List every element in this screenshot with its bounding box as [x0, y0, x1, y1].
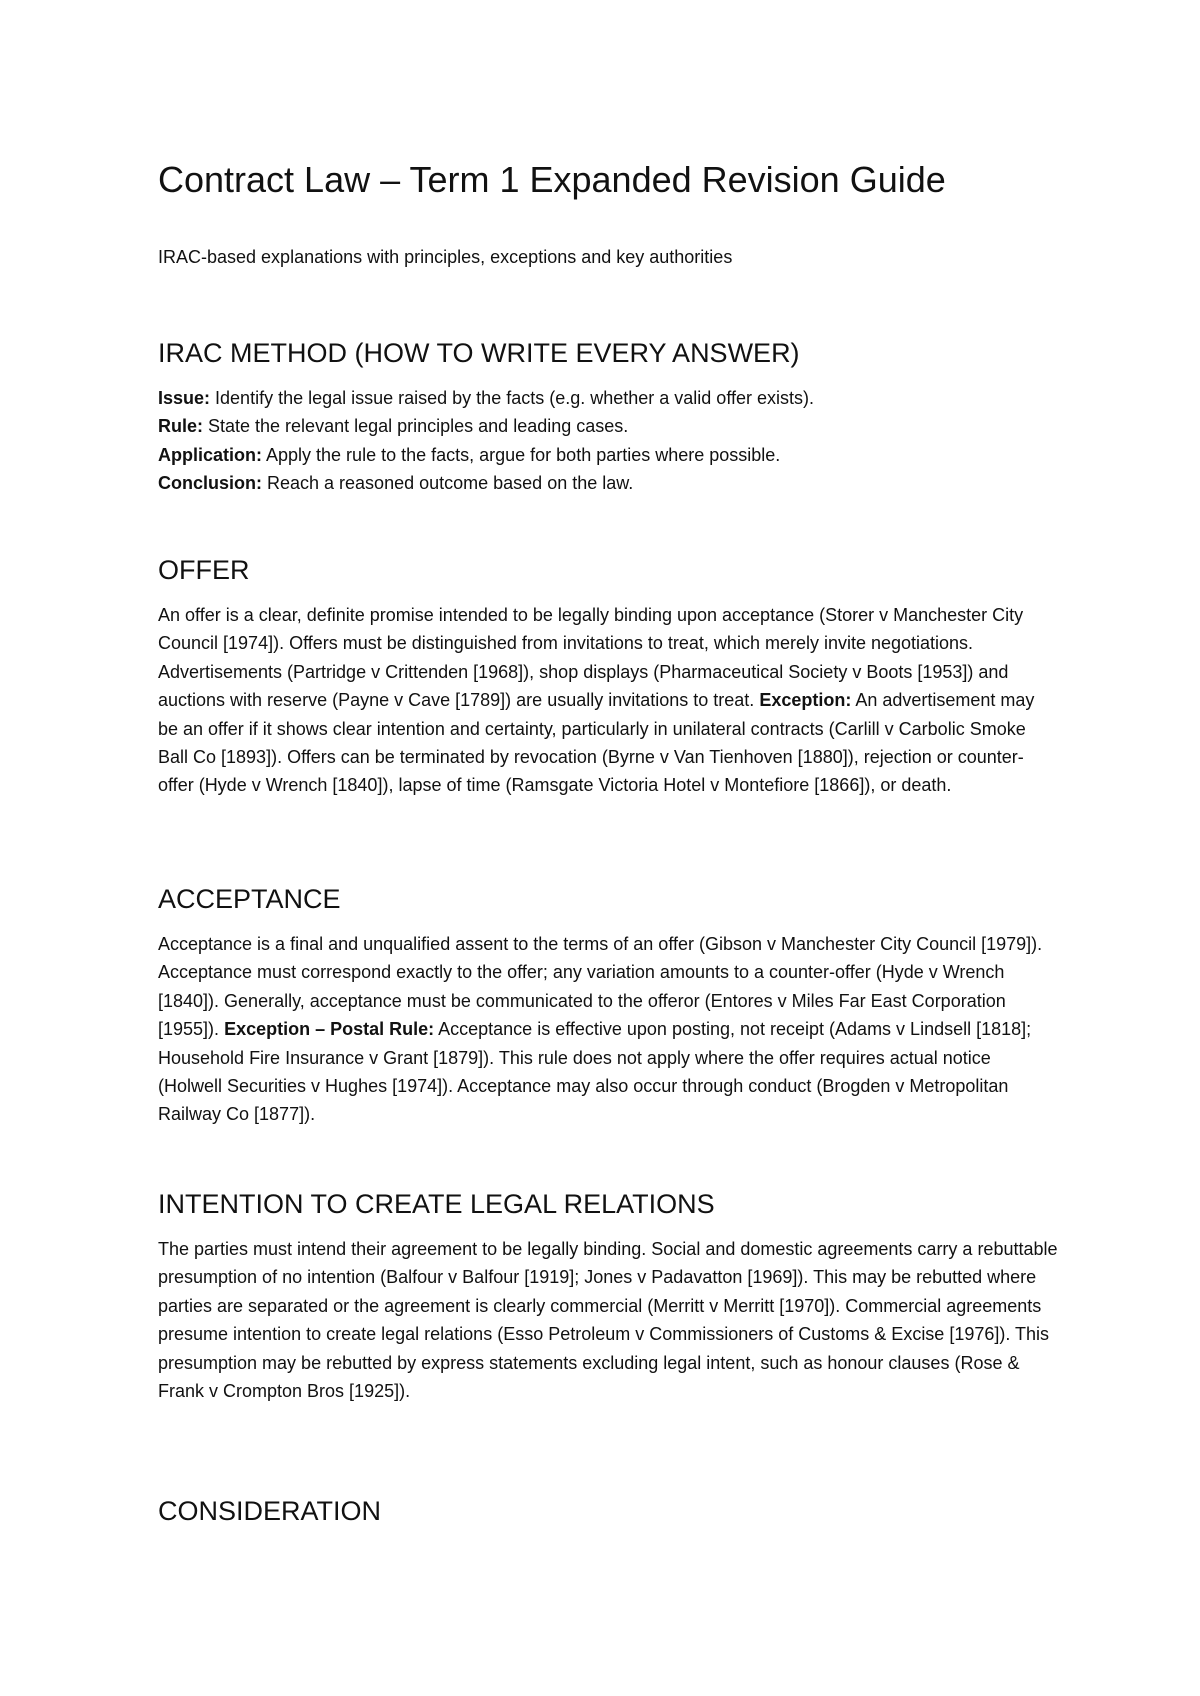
section-heading-intention: INTENTION TO CREATE LEGAL RELATIONS [158, 1189, 715, 1219]
section-irac [158, 336, 1058, 498]
irac-rule [158, 412, 1058, 440]
irac-application [158, 441, 1058, 469]
offer-exception-label: Exception: [759, 690, 852, 711]
section-heading-irac: IRAC METHOD (HOW TO WRITE EVERY ANSWER) [158, 338, 800, 368]
section-offer [158, 553, 1058, 800]
section-heading-consideration: CONSIDERATION [158, 1496, 382, 1526]
acceptance-paragraph [158, 930, 1058, 1129]
irac-rule-label: Rule: [158, 416, 203, 437]
section-intention [158, 1187, 1058, 1405]
irac-issue-label: Issue: [158, 388, 211, 408]
section-heading-offer: OFFER [158, 555, 250, 585]
irac-rule-text: State the relevant legal principles and leading cases. [203, 416, 629, 437]
irac-application-text: Apply the rule to the facts, argue for both parties where possible. [262, 444, 781, 465]
document-subtitle: IRAC-based explanations with principles, exceptions and key authorities [158, 247, 733, 267]
acceptance-text-2: Acceptance is effective upon posting, not receipt (Adams v Lindsell [1818]; Household Fire Insurance v Grant [1879]). This rule does not apply where the offer requires actual notice (Holwell Securities v Hughes [1974]). Acceptance may also occur through conduct (Brogden v Metropolitan Railway Co [1877]). [158, 1019, 1032, 1125]
acceptance-text-1: Acceptance is a final and unqualified assent to the terms of an offer (Gibson v Manchester City Council [1979]). Acceptance must correspond exactly to the offer; any variation amounts to a counter-offer (Hyde v Wrench [1840]). Generally, acceptance must be communicated to the offeror (Entores v Miles Far East Corporation [1955]). [158, 934, 1043, 1040]
offer-paragraph [158, 601, 1058, 800]
intention-paragraph: The parties must intend their agreement to be legally binding. Social and domestic agreements carry a rebuttable presumption of no intention (Balfour v Balfour [1919]; Jones v Padavatton [1969]). This may be rebutted where parties are separated or the agreement is clearly commercial (Merritt v Merritt [1970]). Commercial agreements presume intention to create legal relations (Esso Petroleum v Commissioners of Customs & Excise [1976]). This presumption may be rebutted by express statements excluding legal intent, such as honour clauses (Rose & Frank v Crompton Bros [1925]). [158, 1239, 1058, 1402]
section-heading-acceptance: ACCEPTANCE [158, 884, 341, 914]
irac-conclusion-text: Reach a reasoned outcome based on the law. [262, 473, 634, 494]
document-title: Contract Law – Term 1 Expanded Revision Guide [158, 159, 946, 200]
irac-conclusion-label: Conclusion: [158, 473, 262, 494]
offer-text-1: An offer is a clear, definite promise intended to be legally binding upon acceptance (Storer v Manchester City Council [1974]). Offers must be distinguished from invitations to treat, which merely invite negotiations. Advertisements (Partridge v Crittenden [1968]), shop displays (Pharmaceutical Society v Boots [1953]) and auctions with reserve (Payne v Cave [1789]) are usually invitations to treat. [158, 605, 1024, 711]
offer-text-2: An advertisement may be an offer if it shows clear intention and certainty, particularly in unilateral contracts (Carlill v Carbolic Smoke Ball Co [1893]). Offers can be terminated by revocation (Byrne v Van Tienhoven [1880]), rejection or counter-offer (Hyde v Wrench [1840]), lapse of time (Ramsgate Victoria Hotel v Montefiore [1866]), or death. [158, 690, 1035, 796]
irac-application-label: Application: [158, 444, 262, 465]
section-acceptance [158, 882, 1058, 1129]
section-consideration [158, 1494, 1058, 1542]
irac-issue [158, 384, 1058, 412]
acceptance-exception-label: Exception – Postal Rule: [224, 1019, 435, 1040]
irac-issue-text: Identify the legal issue raised by the facts (e.g. whether a valid offer exists). [210, 388, 815, 408]
irac-conclusion [158, 469, 1058, 497]
